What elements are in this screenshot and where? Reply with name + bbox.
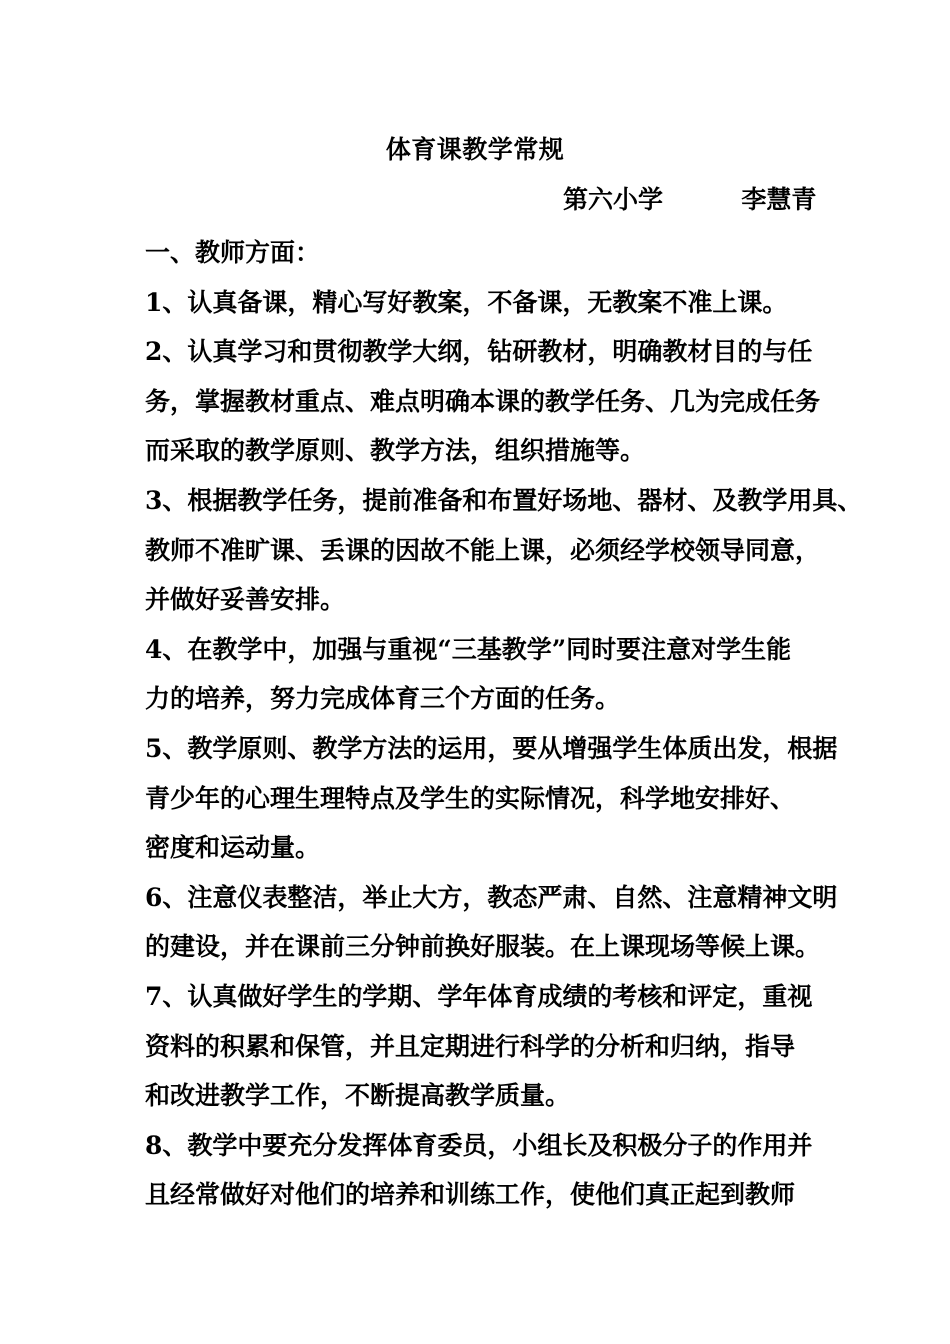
body-line: 2、认真学习和贯彻教学大纲，钻研教材，明确教材目的与任: [145, 337, 813, 367]
body-line: 青少年的心理生理特点及学生的实际情况，科学地安排好、: [145, 783, 796, 813]
body-line: 且经常做好对他们的培养和训练工作，使他们真正起到教师: [145, 1180, 796, 1210]
document-body: [145, 228, 863, 1220]
body-line: 3、根据教学任务，提前准备和布置好场地、器材、及教学用具、: [145, 485, 863, 515]
body-line: 8、教学中要充分发挥体育委员，小组长及积极分子的作用并: [145, 1130, 813, 1160]
body-line: 4、在教学中，加强与重视“三基教学”同时要注意对学生能: [145, 634, 792, 664]
body-line: 密度和运动量。: [145, 833, 321, 863]
section-heading-teacher: 一、教师方面：: [145, 238, 321, 267]
body-line: 资料的积累和保管，并且定期进行科学的分析和归纳，指导: [145, 1031, 796, 1061]
body-line: 6、注意仪表整洁，举止大方，教态严肃、自然、注意精神文明: [145, 882, 838, 912]
document-title: 体育课教学常规: [385, 135, 565, 164]
body-line: 力的培养，努力完成体育三个方面的任务。: [145, 684, 621, 714]
document-author: 第六小学 李慧青: [563, 185, 817, 214]
body-line: 务，掌握教材重点、难点明确本课的教学任务、几为完成任务: [145, 386, 821, 416]
body-line: 1、认真备课，精心写好教案，不备课，无教案不准上课。: [145, 287, 788, 317]
body-line: 而采取的教学原则、教学方法，组织措施等。: [145, 436, 646, 466]
body-line: 5、教学原则、教学方法的运用，要从增强学生体质出发，根据: [145, 733, 838, 763]
body-line: 7、认真做好学生的学期、学年体育成绩的考核和评定，重视: [145, 981, 813, 1011]
body-line: 的建设，并在课前三分钟前换好服装。在上课现场等候上课。: [145, 932, 821, 962]
body-line: 并做好妥善安排。: [145, 585, 346, 615]
body-line: 和改进教学工作，不断提高教学质量。: [145, 1081, 571, 1111]
body-line: 教师不准旷课、丢课的因故不能上课，必须经学校领导同意，: [145, 535, 821, 565]
